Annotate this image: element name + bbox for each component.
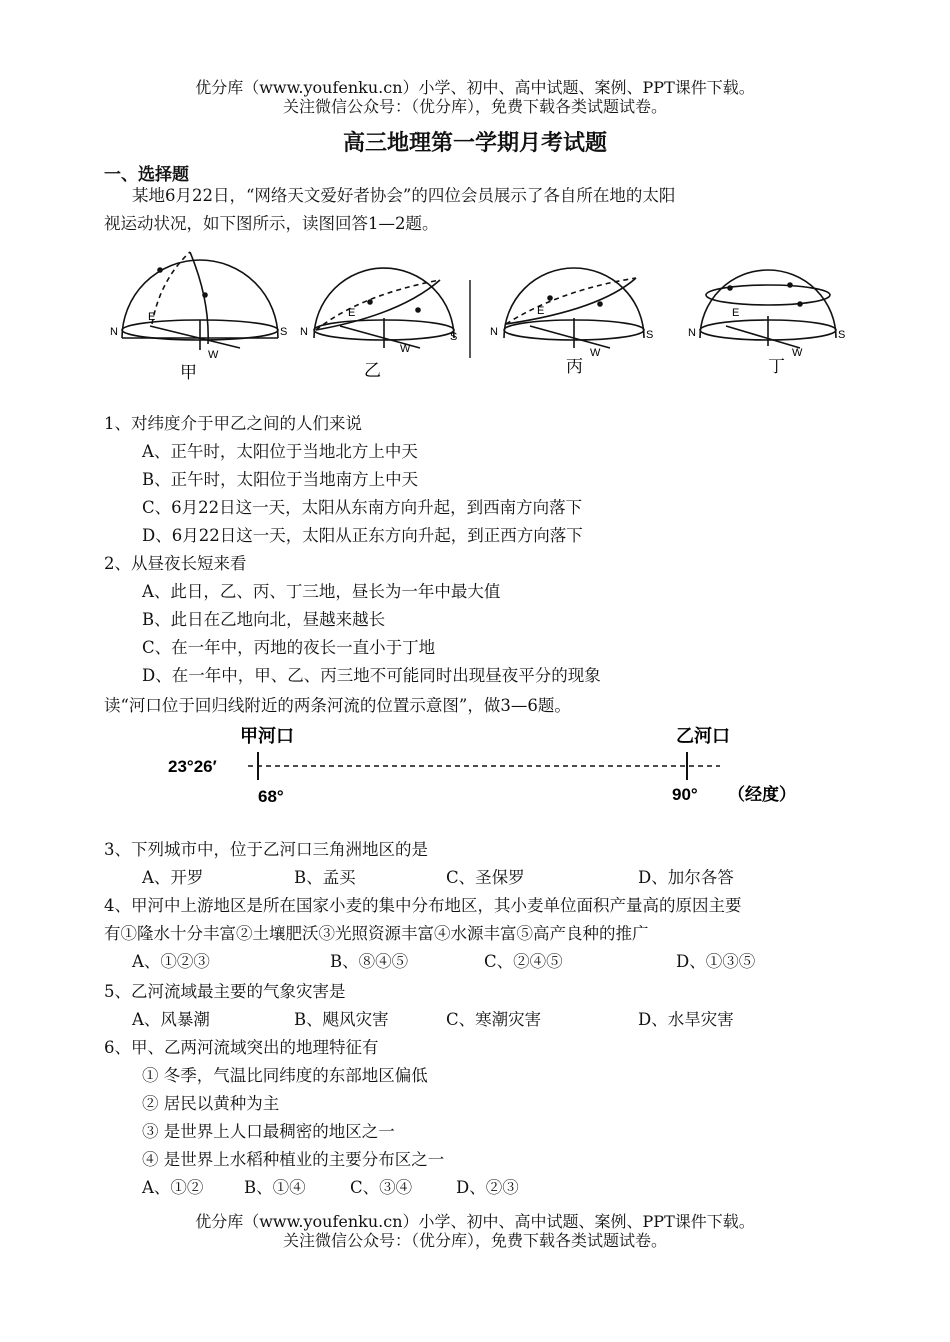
- sun-path-figure: [100, 240, 860, 385]
- q3-option-d: D、加尔各答: [638, 868, 734, 887]
- q4-stem-line-1: 4、甲河中上游地区是所在国家小麦的集中分布地区，其小麦单位面积产量高的原因主要: [104, 896, 742, 915]
- q5-option-a: A、风暴潮: [132, 1010, 210, 1029]
- q3-option-b: B、孟买: [294, 868, 356, 887]
- panel-label-ding: 丁: [768, 357, 785, 376]
- ding-n: N: [688, 327, 696, 339]
- jia-e: E: [148, 311, 156, 323]
- intro-line-1: 某地6月22日，“网络天文爱好者协会”的四位会员展示了各自所在地的太阳: [132, 186, 676, 205]
- q2-option-b: B、此日在乙地向北，昼越来越长: [142, 610, 386, 629]
- latitude-label: 23°26′: [168, 757, 217, 776]
- footer-line-2: 关注微信公众号：（优分库），免费下载各类试题试卷。: [282, 1231, 667, 1250]
- q6-option-b: B、①④: [244, 1178, 306, 1197]
- longitude-90-label: 90°: [672, 785, 698, 804]
- jia-w: W: [208, 349, 219, 361]
- ding-e: E: [732, 307, 740, 319]
- intro-line-2: 视运动状况，如下图所示，读图回答1—2题。: [104, 214, 439, 233]
- panel-ding: [700, 270, 836, 348]
- river-mouth-figure: [160, 722, 800, 812]
- bing-n: N: [490, 326, 498, 338]
- q6-item-2: ② 居民以黄种为主: [142, 1094, 280, 1113]
- jia-river-mouth-label: 甲河口: [240, 726, 294, 746]
- header-line-1: 优分库（www.youfenku.cn）小学、初中、高中试题、案例、PPT课件下载。: [195, 78, 755, 97]
- q1-option-a: A、正午时，太阳位于当地北方上中天: [142, 442, 418, 461]
- q4-stem-line-2: 有①隆水十分丰富②土壤肥沃③光照资源丰富④水源丰富⑤高产良种的推广: [104, 924, 649, 943]
- q3-option-c: C、圣保罗: [446, 868, 525, 887]
- q2-stem: 2、从昼夜长短来看: [104, 554, 247, 573]
- q6-option-d: D、②③: [456, 1178, 519, 1197]
- ding-w: W: [792, 347, 803, 359]
- q6-option-a: A、①②: [142, 1178, 204, 1197]
- header-line-2: 关注微信公众号：（优分库），免费下载各类试题试卷。: [282, 97, 667, 116]
- longitude-68-label: 68°: [258, 787, 284, 806]
- panel-bing: [504, 268, 644, 348]
- jia-n: N: [110, 326, 118, 338]
- yi-river-mouth-label: 乙河口: [676, 726, 730, 746]
- q1-option-b: B、正午时，太阳位于当地南方上中天: [142, 470, 419, 489]
- bing-s: S: [646, 329, 654, 341]
- q2-option-a: A、此日，乙、丙、丁三地，昼长为一年中最大值: [142, 582, 501, 601]
- q6-item-3: ③ 是世界上人口最稠密的地区之一: [142, 1122, 395, 1141]
- q6-stem: 6、甲、乙两河流域突出的地理特征有: [104, 1038, 379, 1057]
- panel-label-jia: 甲: [180, 363, 197, 382]
- footer-line-1: 优分库（www.youfenku.cn）小学、初中、高中试题、案例、PPT课件下载。: [195, 1212, 755, 1231]
- panel-label-yi: 乙: [364, 361, 381, 380]
- q1-option-c: C、6月22日这一天，太阳从东南方向升起，到西南方向落下: [142, 498, 583, 517]
- q5-option-d: D、水旱灾害: [638, 1010, 734, 1029]
- ding-s: S: [838, 329, 846, 341]
- q2-option-d: D、在一年中，甲、乙、丙三地不可能同时出现昼夜平分的现象: [142, 666, 601, 685]
- q4-option-d: D、①③⑤: [676, 952, 756, 971]
- yi-s: S: [450, 331, 458, 343]
- page-title: 高三地理第一学期月考试题: [342, 130, 607, 156]
- panel-label-bing: 丙: [566, 357, 583, 376]
- panel-yi: [314, 268, 454, 348]
- longitude-unit-label: （经度）: [728, 785, 796, 804]
- section-heading: 一、选择题: [104, 165, 189, 185]
- yi-n: N: [300, 326, 308, 338]
- yi-e: E: [348, 307, 356, 319]
- panel-jia: [122, 252, 278, 350]
- q1-option-d: D、6月22日这一天，太阳从正东方向升起，到正西方向落下: [142, 526, 583, 545]
- q4-option-c: C、②④⑤: [484, 952, 563, 971]
- bing-e: E: [537, 305, 545, 317]
- q5-option-c: C、寒潮灾害: [446, 1010, 542, 1029]
- q1-stem: 1、对纬度介于甲乙之间的人们来说: [104, 414, 362, 433]
- q4-option-b: B、⑧④⑤: [330, 952, 409, 971]
- q3-option-a: A、开罗: [142, 868, 204, 887]
- q6-option-c: C、③④: [350, 1178, 413, 1197]
- bing-w: W: [590, 347, 601, 359]
- q2-option-c: C、在一年中，丙地的夜长一直小于丁地: [142, 638, 436, 657]
- q3-stem: 3、下列城市中，位于乙河口三角洲地区的是: [104, 840, 428, 859]
- q4-option-a: A、①②③: [132, 952, 210, 971]
- q6-item-1: ① 冬季，气温比同纬度的东部地区偏低: [142, 1066, 428, 1085]
- q6-item-4: ④ 是世界上水稻种植业的主要分布区之一: [142, 1150, 445, 1169]
- read-instruction: 读“河口位于回归线附近的两条河流的位置示意图”，做3—6题。: [104, 696, 571, 715]
- jia-s: S: [280, 326, 288, 338]
- q5-option-b: B、飓风灾害: [294, 1010, 389, 1029]
- yi-w: W: [400, 343, 411, 355]
- q5-stem: 5、乙河流域最主要的气象灾害是: [104, 982, 346, 1001]
